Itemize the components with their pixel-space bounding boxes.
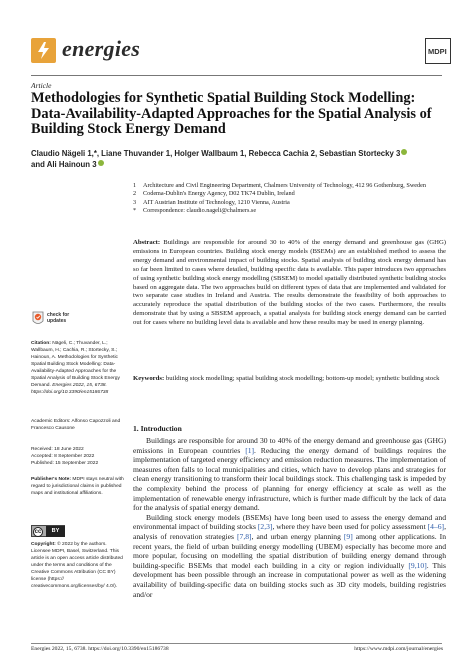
citation-link[interactable]: [9,10] [408, 560, 427, 570]
section-heading: 1. Introduction [133, 424, 182, 433]
by-icon: BY [46, 526, 65, 537]
cc-by-license-icon[interactable] [31, 525, 65, 537]
paragraph-1: Buildings are responsible for around 30 to 40% of the energy demand and greenhouse gas (GHG) emissions in European countries [1]. Reducing the energy demand of buildings requires the implementation of targeted energy efficiency and emission reduction measures. The implementation of measures often falls to local municipalities and cities, which have to develop plans and strategies for clean energy transitioning to transform their local buildings stock. This challenging task is impeded by the complexity behind the process of planning for energy efficiency at scale as well as the implementation of renewable energy infrastructure, which is further made difficult by the lack of data for the analysis of spatial energy demand. [133, 436, 446, 513]
mdpi-logo[interactable] [425, 38, 451, 64]
body-text [133, 436, 446, 599]
header-divider [31, 75, 442, 76]
affiliations [133, 182, 433, 216]
published-date: Published: 15 September 2022 [31, 461, 99, 466]
publication-dates [31, 446, 125, 467]
authors-line-2[interactable]: and Ali Hainoun 3 [31, 159, 443, 170]
received-date: Received: 18 June 2022 [31, 447, 84, 452]
author-list [31, 148, 443, 170]
journal-header [31, 38, 451, 70]
abstract-text: Buildings are responsible for around 30 to 40% of the energy demand and greenhouse gas (GHG) emissions in European countries. Building stock energy models (BSEMs) are an established method to assess the energy demand and environmental impact of building stocks. Spatial analysis of building stock energy demand has so far been limited to cases where detailed, building specific data is available. This paper introduces two approaches of using synthetic building stock energy modelling (SBSEM) to model spatially distributed synthetic building stocks based on aggregate data. The two approaches build on different types of data that are implemented and validated for two separate case studies in Ireland and Austria. The results demonstrate the feasibility of both approaches to accurately reproduce the spatial distribution of the building stocks of the two cases. Furthermore, the results demonstrate that by using a SBSEM approach, a spatial analysis for building stock energy demand can be carried out for cases where no building level data is available and how these results may be used in energy planning. [133, 239, 447, 327]
accepted-date: Accepted: 8 September 2022 [31, 454, 95, 459]
publisher-note [31, 476, 125, 497]
keywords [133, 375, 446, 384]
citation-text: Nägeli, C.; Thuvander, L.; Wallbaum, H.; Cachia, R.; Stortecky, S.; Hainoun, A. Methodologies for Synthetic Spatial Building Stock Modelling: Data-Availability-Adapted Approaches for the Spatial Analysis of Building Stock Energy Demand. [31, 341, 120, 388]
paper-title: Methodologies for Synthetic Spatial Building Stock Modelling: Data-Availability-Adapted Approaches for the Spatial Analysis of Building Stock Energy Demand [31, 90, 432, 138]
copyright-label: Copyright: [31, 542, 56, 547]
publisher-note-label: Publisher's Note: [31, 477, 72, 482]
cc-icon: cc [34, 528, 42, 535]
publisher-note-text: MDPI stays neutral with regard to jurisdictional claims in published maps and institutional affiliations. [31, 477, 124, 496]
footer-journal-url[interactable]: https://www.mdpi.com/journal/energies [354, 646, 443, 652]
authors-line-1[interactable]: Claudio Nägeli 1,*, Liane Thuvander 1, Holger Wallbaum 1, Rebecca Cachia 2, Sebastian Stortecky 3 [31, 148, 443, 159]
footer-divider [31, 643, 442, 644]
abstract-label: Abstract: [133, 239, 161, 246]
orcid-icon[interactable] [98, 160, 104, 166]
journal-name[interactable]: energies [62, 36, 141, 61]
check-for-updates[interactable]: check for updates [47, 312, 70, 324]
affiliation-1: 1 Architecture and Civil Engineering Department, Chalmers University of Technology, 412 96 Gothenburg, Sweden [133, 182, 426, 189]
check-for-updates-icon[interactable] [31, 310, 45, 326]
academic-editors: Academic Editors: Alfonso Capozzoli and Francesco Causone [31, 419, 121, 431]
mdpi-logo-text: MDPI [428, 47, 447, 56]
affiliation-2: 2 Codema-Dublin's Energy Agency, D02 TK74 Dublin, Ireland [133, 190, 295, 198]
citation-link[interactable]: [4–6] [427, 522, 445, 532]
article-type: Article [31, 81, 52, 90]
citation-label: Citation: [31, 341, 51, 346]
citation-link[interactable]: [2,3] [257, 522, 273, 532]
correspondence[interactable]: * Correspondence: claudio.nageli@chalmers.se [133, 207, 257, 215]
citation-doi[interactable]: Energies 2022, 15, 6738. https://doi.org/10.3390/en15186738 [31, 383, 109, 395]
orcid-icon[interactable] [401, 149, 407, 155]
affiliation-3: 3 AIT Austrian Institute of Technology, 1210 Vienna, Austria [133, 198, 290, 206]
journal-logo-icon [31, 38, 56, 63]
keywords-text: building stock modelling; spatial building stock modelling; bottom-up model; synthetic building stock [165, 375, 440, 382]
copyright-block [31, 541, 125, 590]
citation-link[interactable]: [1] [245, 445, 255, 455]
paragraph-2: Building stock energy models (BSEMs) have long been used to assess the energy demand and environmental impact of building stocks [2,3], where they have been used for policy assessment [4–6], analysis of renovation strategies [7,8], and urban energy planning [9] among other applications. In recent years, the field of urban building energy modelling (UBEM) especially has become more and more popular, focusing on modelling the spatial distribution of building energy demand through building-specific BSEMs that model each building in a city or region individually [9,10]. This development has been possible through an increase in computational power as well as the widening availability of building-specific data on building stocks such as 3D city models, building registries and/or [133, 512, 446, 599]
citation-link[interactable]: [9] [343, 531, 353, 541]
copyright-text: © 2022 by the authors. Licensee MDPI, Basel, Switzerland. This article is an open access article distributed under the terms and conditions of the Creative Commons Attribution (CC BY) license (https:// creativecommons.org/licenses/by/ 4.0/). [31, 542, 123, 589]
footer-citation[interactable]: Energies 2022, 15, 6738. https://doi.org/10.3390/en15186738 [31, 646, 169, 652]
citation-link[interactable]: [7,8] [237, 531, 252, 541]
abstract [133, 239, 446, 328]
keywords-label: Keywords: [133, 375, 165, 382]
citation-block [31, 340, 125, 396]
